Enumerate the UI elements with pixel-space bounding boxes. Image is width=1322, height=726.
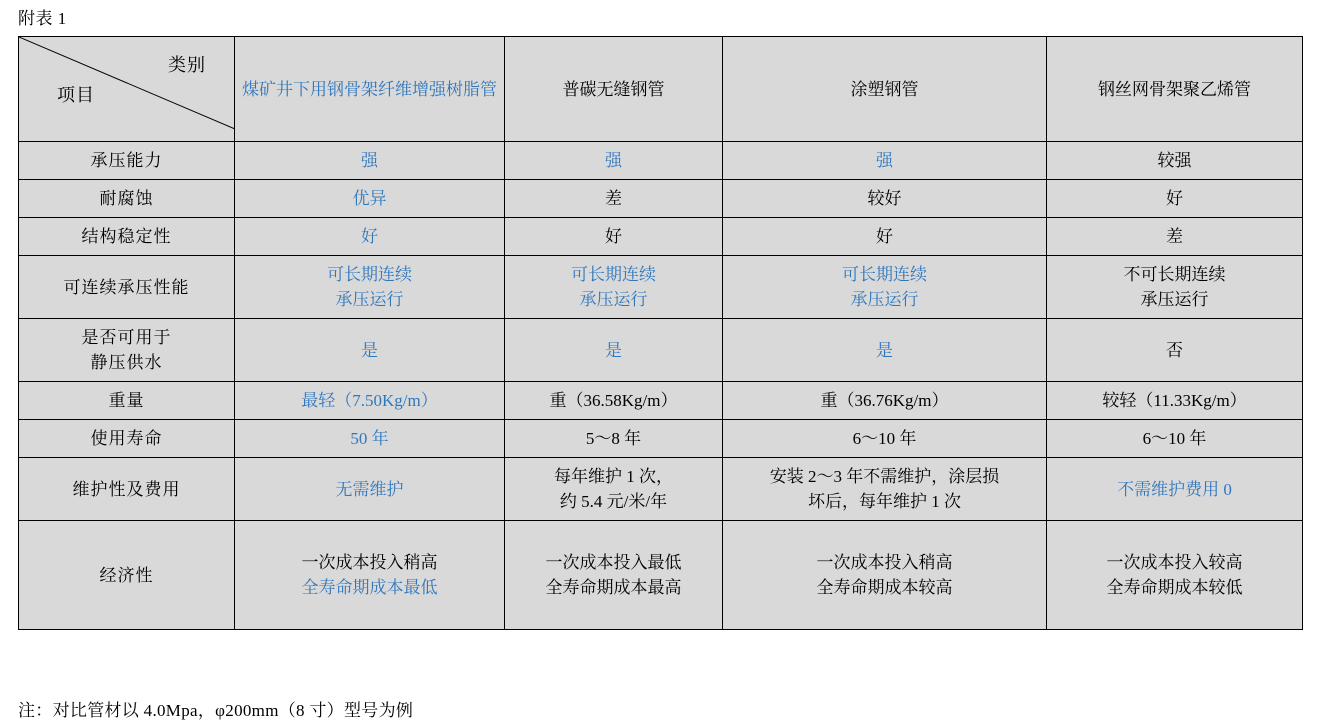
cell-r6-c3: 6～10 年 <box>1047 420 1303 458</box>
cell-line-2: 承压运行 <box>335 290 404 309</box>
row-label-static-water-supply <box>19 319 235 382</box>
cell-r3-c1 <box>505 256 723 319</box>
cell-r7-c0 <box>235 458 505 521</box>
cell-line-1: 不需维护费用 0 <box>1117 479 1232 499</box>
cell-r0-c1: 强 <box>505 142 723 180</box>
cell-r1-c3: 好 <box>1047 180 1303 218</box>
cell-line-1: 一次成本投入较高 <box>1106 553 1243 572</box>
row-label-line-2: 静压供水 <box>90 353 163 372</box>
cell-line-2: 承压运行 <box>579 290 648 309</box>
row-label-weight: 重量 <box>19 382 235 420</box>
cell-r2-c2: 好 <box>723 218 1047 256</box>
cell-r4-c0: 是 <box>235 319 505 382</box>
row-label-continuous-pressure: 可连续承压性能 <box>19 256 235 319</box>
cell-r5-c1: 重（36.58Kg/m） <box>505 382 723 420</box>
cell-r8-c0 <box>235 521 505 630</box>
cell-r0-c0: 强 <box>235 142 505 180</box>
cell-line-1: 一次成本投入稍高 <box>816 553 953 572</box>
cell-r1-c1: 差 <box>505 180 723 218</box>
row-label-line-1: 是否可用于 <box>81 328 172 347</box>
cell-line-2: 全寿命期成本较低 <box>1106 578 1243 597</box>
column-header-2: 普碳无缝钢管 <box>505 37 723 142</box>
table-corner-cell <box>19 37 235 142</box>
cell-line-2: 全寿命期成本最低 <box>301 578 438 597</box>
cell-line-2: 承压运行 <box>1140 290 1209 309</box>
table-header-row <box>19 37 1303 142</box>
column-header-4: 钢丝网骨架聚乙烯管 <box>1047 37 1303 142</box>
cell-line-2: 承压运行 <box>850 290 919 309</box>
cell-line-1: 安装 2～3 年不需维护，涂层损 <box>769 467 1000 486</box>
cell-r8-c3 <box>1047 521 1303 630</box>
cell-r3-c2 <box>723 256 1047 319</box>
corner-col-header-label: 类别 <box>168 55 206 75</box>
cell-r0-c3: 较强 <box>1047 142 1303 180</box>
cell-r2-c0: 好 <box>235 218 505 256</box>
cell-line-1: 一次成本投入稍高 <box>301 553 438 572</box>
row-label-structural-stability: 结构稳定性 <box>19 218 235 256</box>
cell-r7-c3 <box>1047 458 1303 521</box>
cell-line-1: 无需维护 <box>335 479 404 499</box>
cell-r6-c2: 6～10 年 <box>723 420 1047 458</box>
cell-line-2: 约 5.4 元/米/年 <box>559 492 668 511</box>
cell-r4-c2: 是 <box>723 319 1047 382</box>
column-header-1: 煤矿井下用钢骨架纤维增强树脂管 <box>235 37 505 142</box>
cell-r2-c3: 差 <box>1047 218 1303 256</box>
cell-r6-c0: 50 年 <box>235 420 505 458</box>
cell-line-1: 每年维护 1 次， <box>554 467 673 486</box>
row-label-corrosion-resistance: 耐腐蚀 <box>19 180 235 218</box>
cell-r8-c2 <box>723 521 1047 630</box>
table-row <box>19 142 1303 180</box>
row-label-service-life: 使用寿命 <box>19 420 235 458</box>
cell-line-2: 坏后，每年维护 1 次 <box>808 492 961 511</box>
table-row <box>19 382 1303 420</box>
cell-line-2: 全寿命期成本最高 <box>545 578 682 597</box>
cell-r6-c1: 5～8 年 <box>505 420 723 458</box>
table-row <box>19 420 1303 458</box>
cell-line-2: 全寿命期成本较高 <box>816 578 953 597</box>
table-note: 注：对比管材以 4.0Mpa，φ200mm（8 寸）型号为例 <box>18 701 414 720</box>
cell-line-1: 可长期连续 <box>571 265 656 284</box>
column-header-3: 涂塑钢管 <box>723 37 1047 142</box>
cell-r5-c2: 重（36.76Kg/m） <box>723 382 1047 420</box>
cell-r7-c1 <box>505 458 723 521</box>
table-row <box>19 521 1303 630</box>
cell-line-1: 不可长期连续 <box>1123 265 1226 284</box>
cell-line-1: 可长期连续 <box>842 265 927 284</box>
table-row <box>19 458 1303 521</box>
cell-r3-c0 <box>235 256 505 319</box>
cell-r1-c0: 优异 <box>235 180 505 218</box>
table-row <box>19 218 1303 256</box>
cell-r5-c3: 较轻（11.33Kg/m） <box>1047 382 1303 420</box>
table-row <box>19 319 1303 382</box>
cell-line-1: 可长期连续 <box>327 265 412 284</box>
row-label-maintenance-cost: 维护性及费用 <box>19 458 235 521</box>
row-label-economy: 经济性 <box>19 521 235 630</box>
corner-row-header-label: 项目 <box>57 85 95 105</box>
table-row <box>19 180 1303 218</box>
cell-r0-c2: 强 <box>723 142 1047 180</box>
cell-r8-c1 <box>505 521 723 630</box>
cell-r4-c1: 是 <box>505 319 723 382</box>
cell-r2-c1: 好 <box>505 218 723 256</box>
cell-r4-c3: 否 <box>1047 319 1303 382</box>
comparison-table <box>18 36 1303 630</box>
table-caption-top: 附表 1 <box>18 9 67 28</box>
cell-r7-c2 <box>723 458 1047 521</box>
table-row <box>19 256 1303 319</box>
cell-r1-c2: 较好 <box>723 180 1047 218</box>
row-label-pressure-capacity: 承压能力 <box>19 142 235 180</box>
cell-r3-c3 <box>1047 256 1303 319</box>
cell-r5-c0: 最轻（7.50Kg/m） <box>235 382 505 420</box>
cell-line-1: 一次成本投入最低 <box>545 553 682 572</box>
